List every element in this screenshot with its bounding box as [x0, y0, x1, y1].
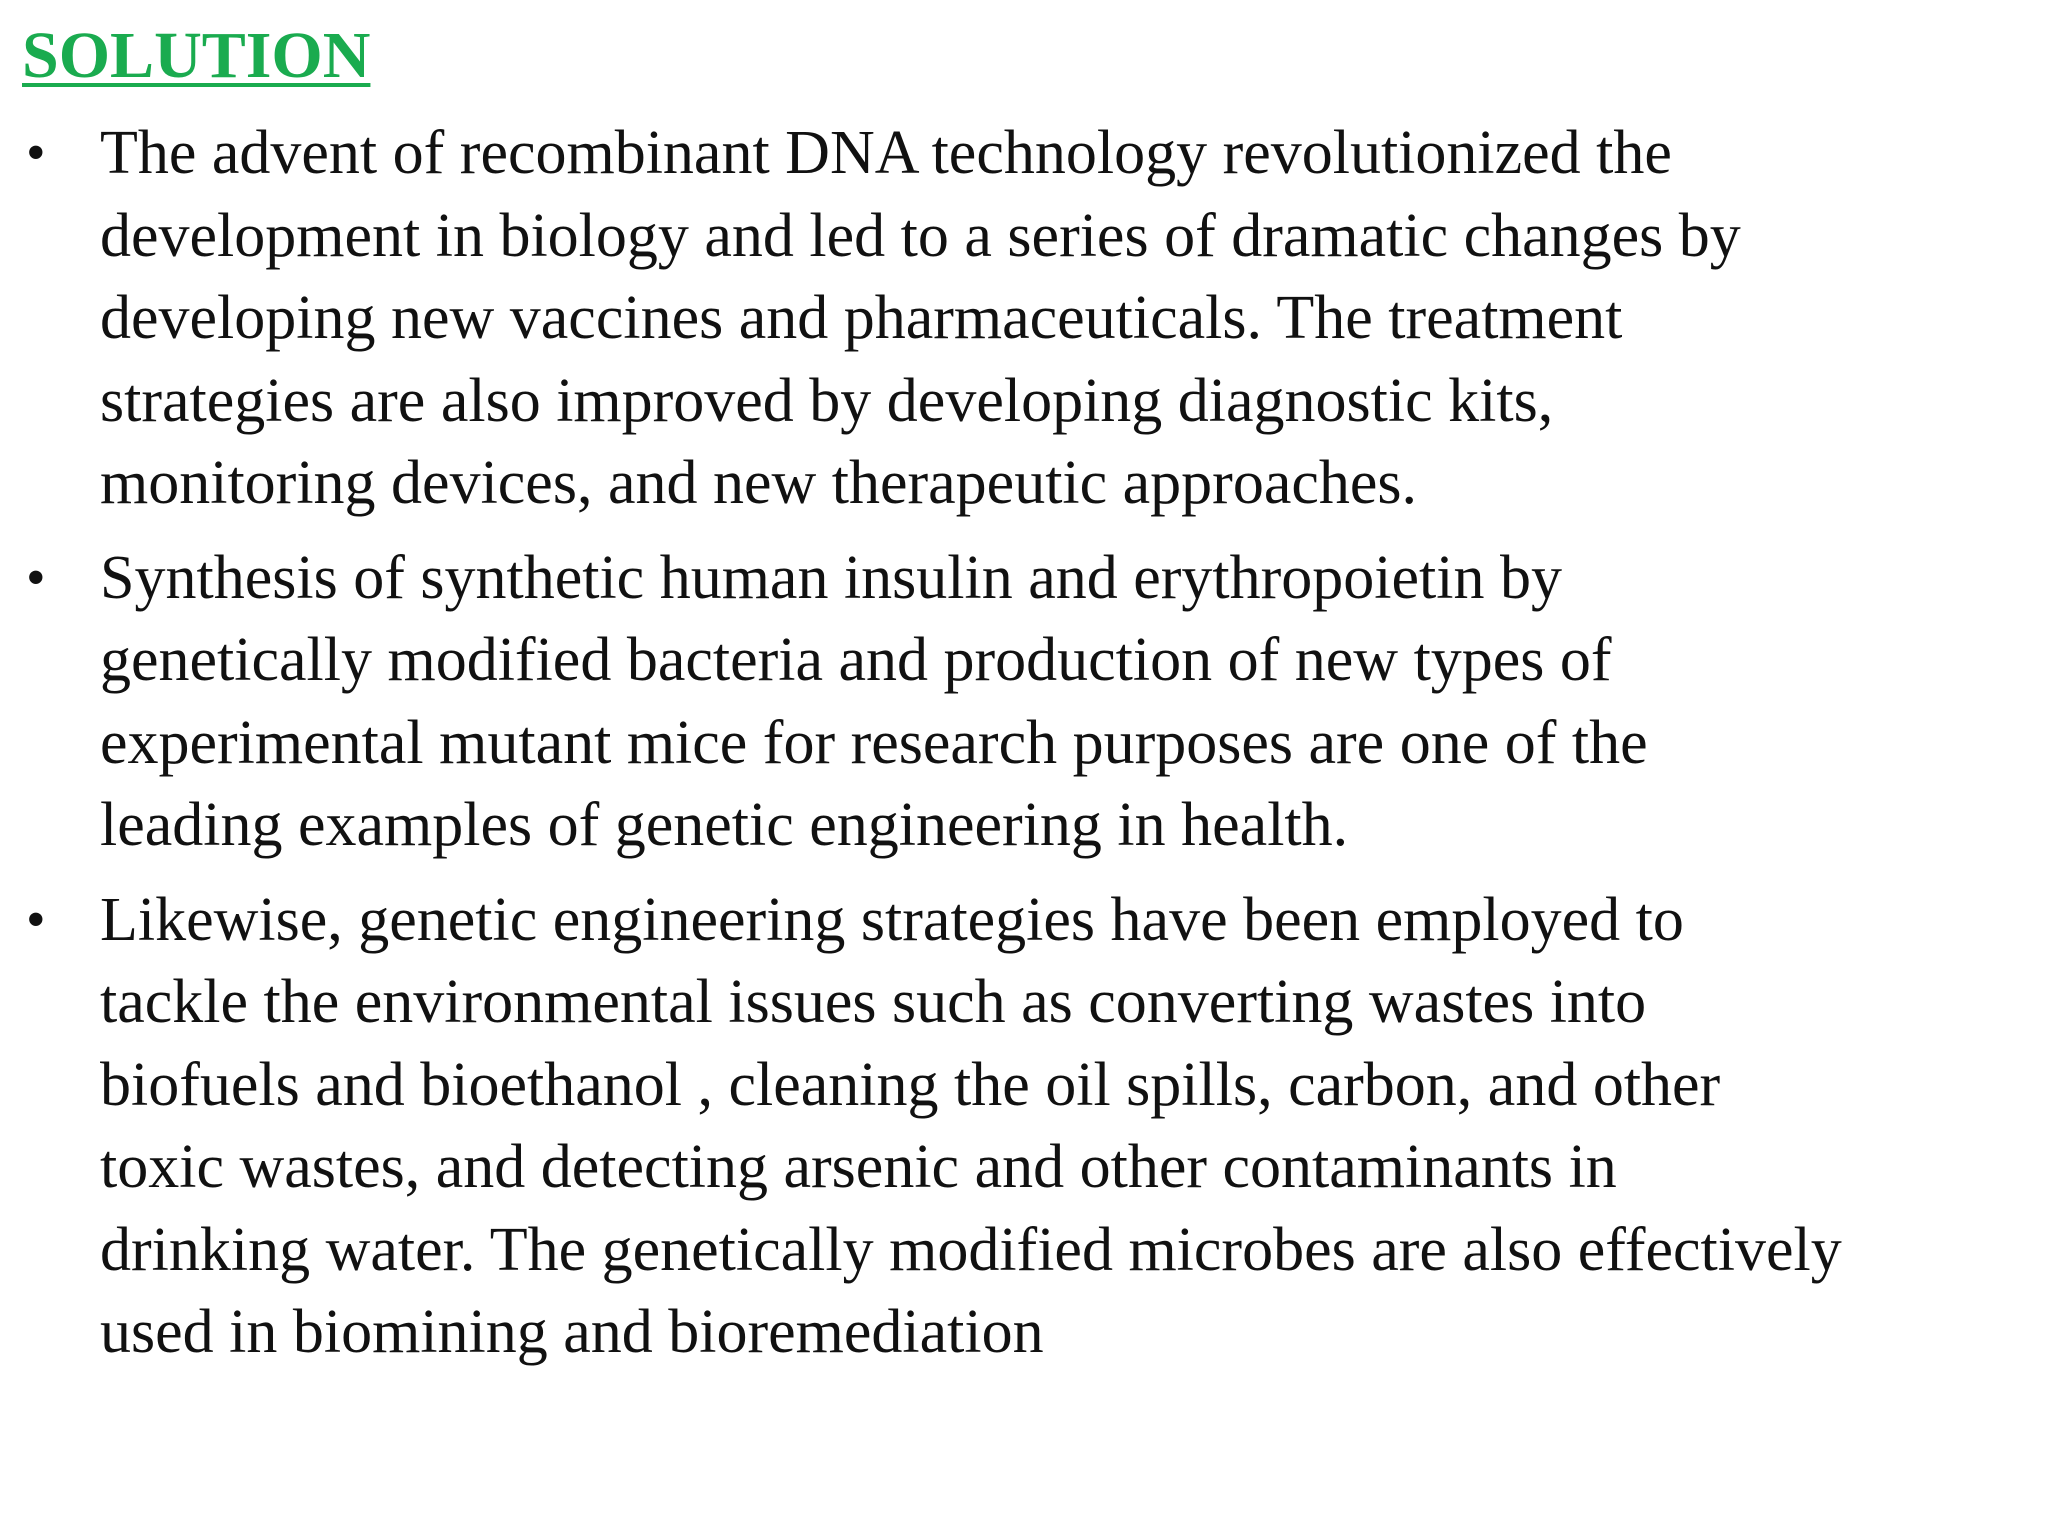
bullet-text-1: The advent of recombinant DNA technology revolutionized the development in biology and led to a series of dramatic changes by developing new vaccines and pharmaceuticals. The treatment strategies are also improved by developing diagnostic kits, monitoring devices, and new therapeutic approaches. [100, 119, 1741, 517]
bullet-text-3: Likewise, genetic engineering strategies have been employed to tackle the environmental issues such as converting wastes into biofuels and bioethanol , cleaning the oil spills, carbon, and other toxic wastes, and detecting arsenic and other contaminants in drinking water. The genetically modified microbes are also effectively used in biomining and bioremediation [100, 885, 1842, 1366]
bullet-icon: • [26, 546, 46, 609]
bullet-text-2: Synthesis of synthetic human insulin and erythropoietin by genetically modified bacteria and production of new types of experimental mutant mice for research purposes are one of the leading examples of genetic engineering in health. [100, 543, 1648, 859]
bullet-list [22, 112, 2028, 1374]
slide-title: SOLUTION [22, 19, 371, 92]
bullet-item-3 [22, 879, 1972, 1374]
bullet-item-2 [22, 537, 1972, 867]
bullet-item-1 [22, 112, 1972, 525]
bullet-icon: • [26, 122, 46, 184]
bullet-icon: • [26, 888, 46, 951]
